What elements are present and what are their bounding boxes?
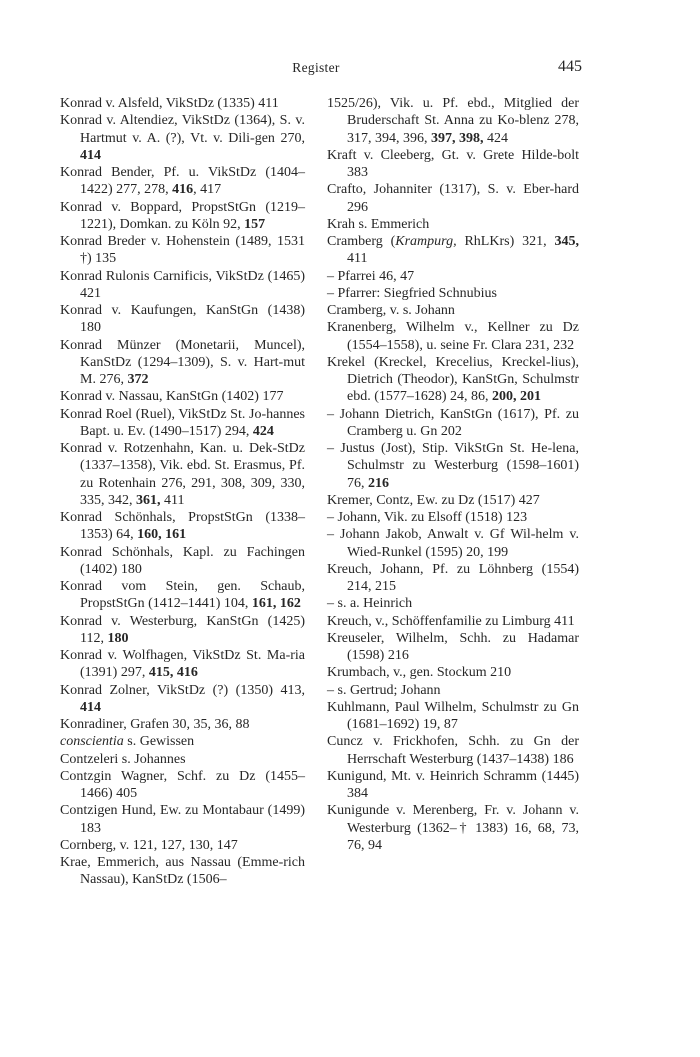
entry-text: Konrad Rulonis Carnificis, VikStDz (1465) 421: [60, 268, 305, 301]
entry-text: Cramberg (: [327, 234, 396, 249]
running-title: Register: [292, 60, 340, 75]
entry-text: Cornberg, v. 121, 127, 130, 147: [60, 837, 238, 853]
index-column-right: [327, 95, 579, 854]
index-entry: [327, 682, 579, 699]
index-entry: [60, 164, 305, 199]
index-entry: [327, 233, 579, 268]
entry-text: Cuncz v. Frickhofen, Schh. zu Gn der Herrschaft Westerburg (1437–1438) 186: [327, 734, 579, 767]
index-entry: [327, 509, 579, 526]
index-entry: [327, 699, 579, 734]
entry-text: Konrad Bender, Pf. u. VikStDz (1404–1422) 277, 278,: [60, 165, 305, 198]
index-entry: [60, 199, 305, 234]
entry-text: Konrad Zolner, VikStDz (?) (1350) 413,: [60, 682, 305, 698]
bold-page-reference: 415, 416: [148, 665, 198, 681]
index-entry: [60, 751, 305, 768]
entry-text: Kreuseler, Wilhelm, Schh. zu Hadamar (1598) 216: [327, 630, 579, 663]
index-entry: [327, 302, 579, 319]
bold-page-reference: 216: [368, 475, 389, 491]
entry-text: Konrad Schönhals, Kapl. zu Fachingen (1402) 180: [60, 544, 305, 577]
entry-text: Crafto, Johanniter (1317), S. v. Eber-hard 296: [327, 182, 579, 215]
bold-page-reference: 414: [80, 147, 101, 163]
index-entry: [327, 354, 579, 406]
index-entry: [60, 578, 305, 613]
index-entry: [327, 440, 579, 492]
bold-page-reference: 424: [252, 423, 274, 439]
entry-text: Krah s. Emmerich: [327, 216, 430, 232]
entry-text: Kuhlmann, Paul Wilhelm, Schulmstr zu Gn (1681–1692) 19, 87: [327, 699, 579, 732]
italic-term: conscientia: [60, 734, 124, 750]
index-entry: [327, 147, 579, 182]
entry-text: Konrad vom Stein, gen. Schaub, PropstStGn (1412–1441) 104,: [60, 579, 305, 612]
entry-text: 424: [483, 130, 508, 146]
index-entry: [327, 95, 579, 147]
bold-page-reference: 345,: [554, 234, 579, 249]
index-entry: [60, 406, 305, 441]
entry-text: Konrad v. Boppard, PropstStGn (1219–1221), Domkan. zu Köln 92,: [60, 199, 305, 232]
index-column-left: [60, 95, 305, 889]
entry-text: Konrad v. Westerburg, KanStGn (1425) 112,: [60, 613, 305, 646]
index-entry: [60, 768, 305, 803]
index-entry: [60, 837, 305, 854]
entry-text: Krekel (Kreckel, Krecelius, Kreckel-lius), Dietrich (Theodor), KanStGn, Schulmstr ebd. (1577–1628) 24, 86,: [327, 354, 579, 405]
entry-text: – Pfarrei 46, 47: [327, 268, 415, 284]
entry-text: – Pfarrer: Siegfried Schnubius: [327, 285, 497, 301]
index-entry: [327, 319, 579, 354]
index-entry: [60, 802, 305, 837]
index-entry: [327, 630, 579, 665]
entry-text: – Johann, Vik. zu Elsoff (1518) 123: [327, 510, 528, 525]
entry-text: Konrad Roel (Ruel), VikStDz St. Jo-hannes Bapt. u. Ev. (1490–1517) 294,: [60, 406, 305, 439]
entry-text: RhLKrs) 321,: [456, 234, 555, 249]
index-entry: [327, 595, 579, 612]
index-entry: [327, 802, 579, 854]
entry-text: Contzeleri s. Johannes: [60, 751, 186, 767]
index-entry: [60, 733, 305, 750]
bold-page-reference: 157: [244, 216, 266, 232]
index-entry: [60, 233, 305, 268]
page-number: 445: [558, 58, 582, 75]
entry-text: Kunigund, Mt. v. Heinrich Schramm (1445) 384: [327, 768, 579, 801]
bold-page-reference: 372: [127, 372, 149, 387]
bold-page-reference: 161, 162: [251, 596, 301, 612]
entry-text: Contzgin Wagner, Schf. zu Dz (1455–1466) 405: [60, 768, 305, 801]
index-entry: [60, 302, 305, 337]
entry-text: 411: [160, 492, 185, 508]
index-entry: [60, 388, 305, 405]
entry-text: 411: [347, 251, 368, 267]
index-entry: [60, 337, 305, 389]
entry-text: , 417: [193, 182, 222, 198]
index-entry: [60, 544, 305, 579]
index-entry: [60, 268, 305, 303]
index-entry: [327, 768, 579, 803]
entry-text: – Johann Dietrich, KanStGn (1617), Pf. zu Cramberg u. Gn 202: [327, 406, 579, 439]
bold-page-reference: 180: [107, 630, 129, 646]
bold-page-reference: 200, 201: [492, 389, 542, 405]
entry-text: 1525/26), Vik. u. Pf. ebd., Mitglied der Bruderschaft St. Anna zu Ko-blenz 278, 317, 394, 396,: [327, 96, 579, 146]
running-header: [0, 58, 700, 80]
bold-page-reference: 160, 161: [137, 527, 187, 543]
entry-text: Kreuch, v., Schöffenfamilie zu Limburg 411: [327, 613, 575, 629]
entry-text: – s. Gertrud; Johann: [327, 682, 441, 698]
entry-text: Konrad Breder v. Hohenstein (1489, 1531 †) 135: [60, 234, 305, 267]
entry-text: Kreuch, Johann, Pf. zu Löhnberg (1554) 214, 215: [327, 561, 579, 594]
index-entry: [60, 112, 305, 164]
entry-text: Contzigen Hund, Ew. zu Montabaur (1499) 183: [60, 803, 305, 836]
index-entry: [327, 733, 579, 768]
entry-text: Kremer, Contz, Ew. zu Dz (1517) 427: [327, 492, 540, 508]
index-entry: [327, 664, 579, 681]
entry-text: Konrad v. Altendiez, VikStDz (1364), S. v. Hartmut v. A. (?), Vt. v. Dili-gen 270,: [60, 113, 305, 146]
index-entry: [60, 440, 305, 509]
entry-text: Konradiner, Grafen 30, 35, 36, 88: [60, 717, 250, 732]
entry-text: Kranenberg, Wilhelm v., Kellner zu Dz (1554–1558), u. seine Fr. Clara 231, 232: [327, 320, 579, 353]
bold-page-reference: 416: [172, 182, 194, 198]
index-entry: [327, 285, 579, 302]
index-entry: [327, 526, 579, 561]
index-entry: [327, 492, 579, 509]
entry-text: – Johann Jakob, Anwalt v. Gf Wil-helm v. Wied-Runkel (1595) 20, 199: [327, 527, 579, 560]
entry-text: Konrad Münzer (Monetarii, Muncel), KanStDz (1294–1309), S. v. Hart-mut M. 276,: [60, 337, 305, 387]
bold-page-reference: 397, 398,: [431, 130, 484, 146]
index-entry: [327, 561, 579, 596]
index-entry: [327, 613, 579, 630]
italic-term: Krampurg,: [395, 234, 457, 249]
entry-text: Krumbach, v., gen. Stockum 210: [327, 665, 512, 681]
entry-text: Konrad Schönhals, PropstStGn (1338–1353) 64,: [60, 510, 305, 543]
entry-text: Konrad v. Kaufungen, KanStGn (1438) 180: [60, 303, 305, 336]
index-entry: [60, 854, 305, 889]
bold-page-reference: 361,: [136, 492, 161, 508]
entry-text: Kunigunde v. Merenberg, Fr. v. Johann v. Westerburg (1362–† 1383) 16, 68, 73, 76, 94: [327, 803, 579, 853]
entry-text: Konrad v. Alsfeld, VikStDz (1335) 411: [60, 96, 279, 111]
index-entry: [60, 613, 305, 648]
entry-text: Konrad v. Rotzenhahn, Kan. u. Dek-StDz (1337–1358), Vik. ebd. St. Erasmus, Pf. zu Rotenhain 276, 291, 308, 309, 330, 335, 342,: [60, 441, 305, 508]
index-entry: [60, 95, 305, 112]
bold-page-reference: 414: [80, 699, 101, 715]
entry-text: – Justus (Jost), Stip. VikStGn St. He-lena, Schulmstr zu Westerburg (1598–1601) 76,: [327, 441, 579, 491]
index-entry: [327, 216, 579, 233]
index-entry: [60, 716, 305, 733]
entry-text: Kraft v. Cleeberg, Gt. v. Grete Hilde-bolt 383: [327, 147, 579, 180]
entry-text: Konrad v. Nassau, KanStGn (1402) 177: [60, 389, 284, 405]
index-entry: [327, 268, 579, 285]
index-entry: [60, 682, 305, 717]
index-entry: [327, 406, 579, 441]
entry-text: Cramberg, v. s. Johann: [327, 303, 455, 318]
entry-text: s. Gewissen: [123, 734, 195, 750]
index-entry: [60, 509, 305, 544]
index-entry: [60, 647, 305, 682]
entry-text: – s. a. Heinrich: [327, 596, 413, 612]
index-entry: [327, 181, 579, 216]
entry-text: Konrad v. Wolfhagen, VikStDz St. Ma-ria (1391) 297,: [60, 648, 305, 681]
entry-text: Krae, Emmerich, aus Nassau (Emme-rich Nassau), KanStDz (1506–: [60, 855, 305, 888]
